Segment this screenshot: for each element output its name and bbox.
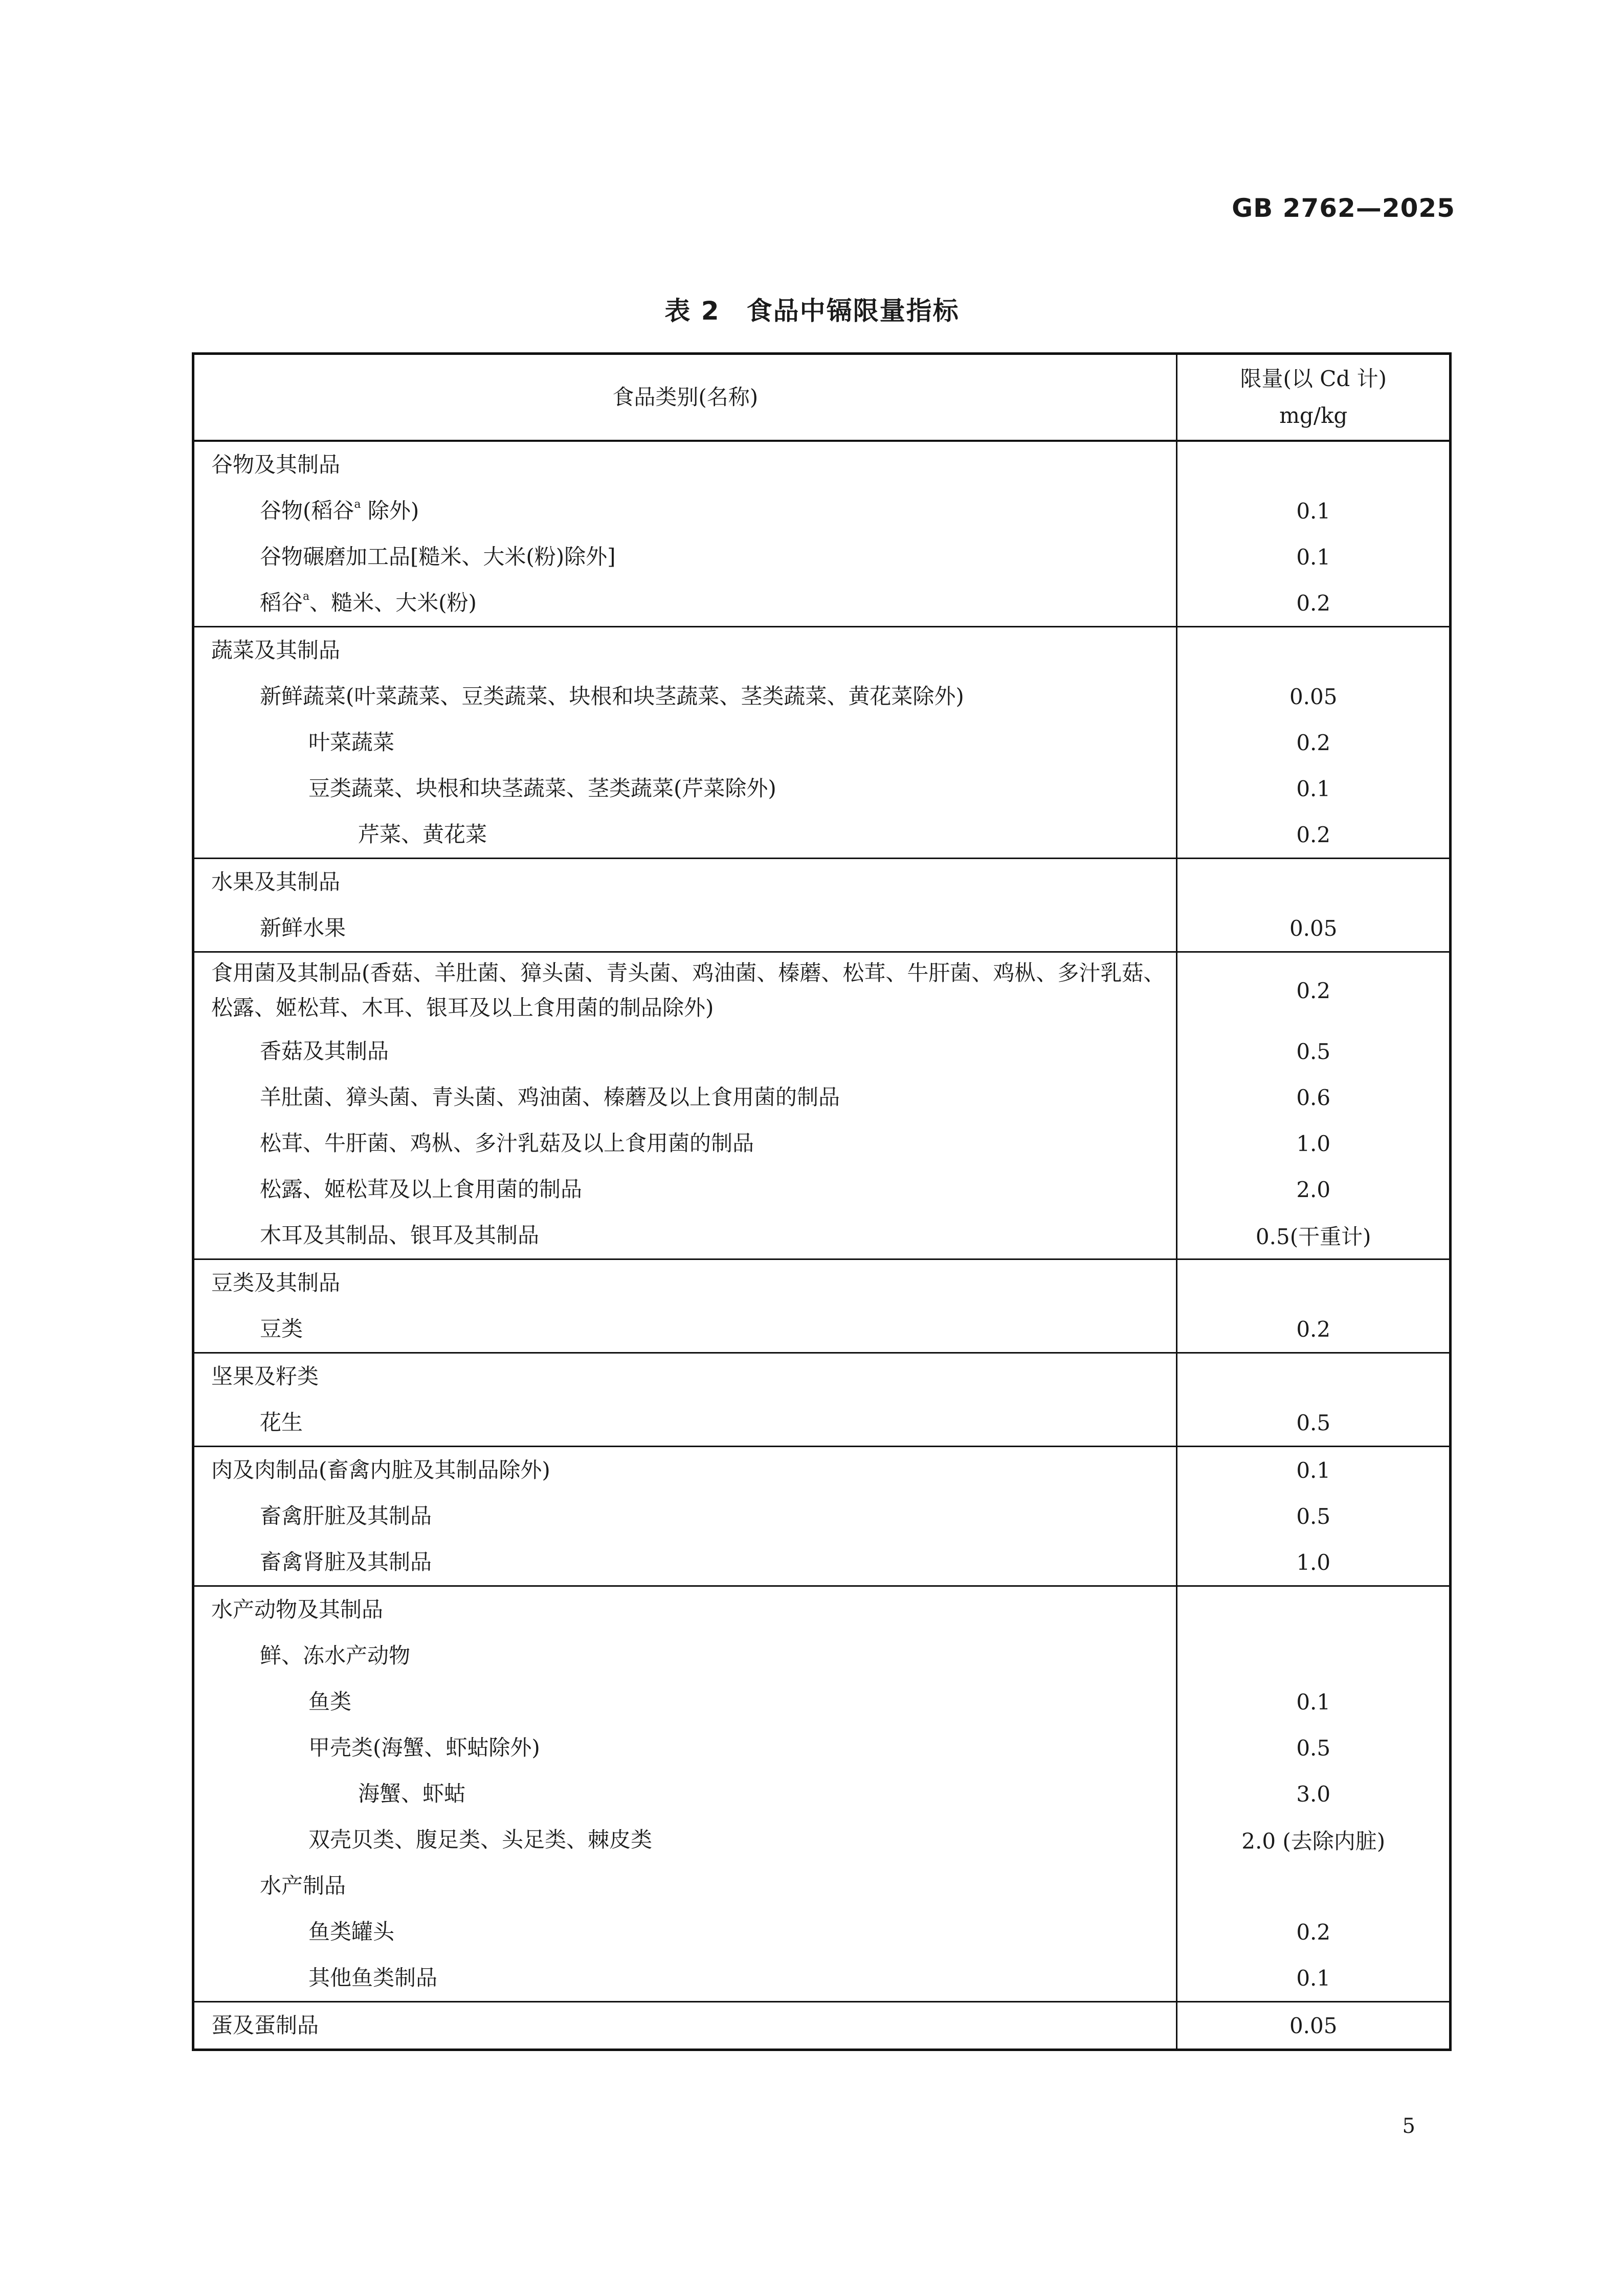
limit-value-cell: 0.2 xyxy=(1177,580,1451,627)
table-row xyxy=(193,905,1451,952)
table-row xyxy=(193,1120,1451,1166)
food-category-cell xyxy=(193,1539,1177,1586)
food-category-cell xyxy=(193,1306,1177,1353)
limit-value-cell: 0.2 xyxy=(1177,719,1451,766)
cadmium-limits-table xyxy=(192,352,1452,2051)
food-category-cell xyxy=(193,441,1177,488)
food-category-name: 甲壳类(海蟹、虾蛄除外) xyxy=(308,1735,540,1760)
food-category-cell xyxy=(193,1028,1177,1074)
table-row xyxy=(193,1353,1451,1400)
table-row xyxy=(193,1028,1451,1074)
table-row xyxy=(193,1212,1451,1259)
food-category-name: 畜禽肝脏及其制品 xyxy=(260,1503,432,1528)
limit-value-cell: 0.2 xyxy=(1177,1909,1451,1955)
limit-value-cell: 0.5 xyxy=(1177,1493,1451,1539)
food-category-name: 双壳贝类、腹足类、头足类、棘皮类 xyxy=(308,1827,653,1852)
table-row xyxy=(193,766,1451,812)
food-category-name: 谷物(稻谷 xyxy=(260,498,354,523)
food-category-cell xyxy=(193,488,1177,534)
limit-value-cell: 2.0 (去除内脏) xyxy=(1177,1817,1451,1863)
food-category-cell xyxy=(193,859,1177,906)
food-category-name: 谷物及其制品 xyxy=(211,452,341,477)
standard-code: GB 2762—2025 xyxy=(1232,193,1455,223)
food-category-name: 松露、姬松茸及以上食用菌的制品 xyxy=(260,1177,583,1202)
food-category-cell xyxy=(193,1863,1177,1909)
food-category-name: 花生 xyxy=(260,1410,303,1435)
food-category-cell xyxy=(193,1909,1177,1955)
table-row xyxy=(193,1493,1451,1539)
food-category-name: 稻谷 xyxy=(260,590,303,615)
food-category-name: 鱼类罐头 xyxy=(308,1919,395,1944)
limit-value-cell xyxy=(1177,627,1451,674)
table-number: 表 2 xyxy=(664,296,720,326)
table-title xyxy=(0,290,1624,327)
food-category-cell xyxy=(193,1725,1177,1771)
page-number: 5 xyxy=(1402,2114,1415,2138)
food-category-name: 松茸、牛肝菌、鸡枞、多汁乳菇及以上食用菌的制品 xyxy=(260,1131,754,1156)
food-category-name: 木耳及其制品、银耳及其制品 xyxy=(260,1223,540,1248)
food-category-name: 鲜、冻水产动物 xyxy=(260,1643,411,1668)
food-category-name: 肉及肉制品(畜禽内脏及其制品除外) xyxy=(211,1457,550,1482)
food-category-name: 水产动物及其制品 xyxy=(211,1597,384,1622)
food-category-cell xyxy=(193,1679,1177,1725)
food-category-cell xyxy=(193,1955,1177,2002)
food-category-cell xyxy=(193,952,1177,1029)
food-category-name: 豆类蔬菜、块根和块茎蔬菜、茎类蔬菜(芹菜除外) xyxy=(308,776,776,801)
table-row xyxy=(193,1586,1451,1633)
food-category-cell xyxy=(193,719,1177,766)
food-category-name: 水果及其制品 xyxy=(211,869,341,894)
limit-value-cell xyxy=(1177,1633,1451,1679)
food-category-name-suffix: 除外) xyxy=(361,498,419,523)
food-category-name: 畜禽肾脏及其制品 xyxy=(260,1549,432,1574)
food-category-name: 豆类 xyxy=(260,1316,303,1341)
table-row xyxy=(193,673,1451,719)
food-category-cell xyxy=(193,2002,1177,2050)
table-row xyxy=(193,1166,1451,1212)
food-category-cell xyxy=(193,1074,1177,1120)
limit-value-cell: 0.2 xyxy=(1177,952,1451,1029)
food-category-cell xyxy=(193,1259,1177,1307)
limit-value-cell: 0.1 xyxy=(1177,1679,1451,1725)
food-category-name: 蔬菜及其制品 xyxy=(211,638,341,663)
limit-value-cell: 0.1 xyxy=(1177,766,1451,812)
table-row xyxy=(193,719,1451,766)
food-category-name: 鱼类 xyxy=(308,1689,352,1714)
food-category-header: 食品类别(名称) xyxy=(193,354,1177,441)
table-caption: 食品中镉限量指标 xyxy=(746,296,960,326)
limit-value-cell: 0.5 xyxy=(1177,1028,1451,1074)
food-category-name: 芹菜、黄花菜 xyxy=(358,822,487,847)
limit-value-cell: 0.1 xyxy=(1177,534,1451,580)
food-category-cell xyxy=(193,1400,1177,1447)
food-category-name: 豆类及其制品 xyxy=(211,1270,341,1295)
food-category-cell xyxy=(193,1493,1177,1539)
food-category-name: 香菇及其制品 xyxy=(260,1039,389,1064)
food-category-cell xyxy=(193,1771,1177,1817)
food-category-name: 新鲜水果 xyxy=(260,915,346,940)
food-category-cell xyxy=(193,1633,1177,1679)
table-row xyxy=(193,1633,1451,1679)
food-category-name: 蛋及蛋制品 xyxy=(211,2013,319,2038)
footnote-marker: a xyxy=(354,498,361,511)
limit-value-cell: 1.0 xyxy=(1177,1539,1451,1586)
footnote-marker: a xyxy=(303,590,310,603)
limit-value-cell xyxy=(1177,1353,1451,1400)
limit-value-cell xyxy=(1177,1586,1451,1633)
food-category-name: 羊肚菌、獐头菌、青头菌、鸡油菌、榛蘑及以上食用菌的制品 xyxy=(260,1085,840,1110)
limit-value-cell xyxy=(1177,441,1451,488)
food-category-cell xyxy=(193,627,1177,674)
limit-value-cell: 0.1 xyxy=(1177,488,1451,534)
table-row xyxy=(193,1909,1451,1955)
table-row xyxy=(193,488,1451,534)
table-row xyxy=(193,1400,1451,1447)
food-category-name: 新鲜蔬菜(叶菜蔬菜、豆类蔬菜、块根和块茎蔬菜、茎类蔬菜、黄花菜除外) xyxy=(260,684,964,709)
table-row xyxy=(193,1725,1451,1771)
food-category-cell xyxy=(193,1586,1177,1633)
table-row xyxy=(193,1306,1451,1353)
limit-value-cell: 0.1 xyxy=(1177,1447,1451,1494)
table-row xyxy=(193,1259,1451,1307)
limit-value-cell xyxy=(1177,859,1451,906)
limit-value-cell: 3.0 xyxy=(1177,1771,1451,1817)
food-category-cell xyxy=(193,1817,1177,1863)
food-category-name: 食用菌及其制品(香菇、羊肚菌、獐头菌、青头菌、鸡油菌、榛蘑、松茸、牛肝菌、鸡枞、多汁乳菇、松露、姬松茸、木耳、银耳及以上食用菌的制品除外) xyxy=(211,960,1165,1020)
limit-value-cell: 0.6 xyxy=(1177,1074,1451,1120)
table-row xyxy=(193,1955,1451,2002)
table-row xyxy=(193,534,1451,580)
limit-value-cell xyxy=(1177,1863,1451,1909)
limit-value-cell: 0.05 xyxy=(1177,673,1451,719)
table-row xyxy=(193,1447,1451,1494)
food-category-name: 谷物碾磨加工品[糙米、大米(粉)除外] xyxy=(260,544,616,569)
food-category-name: 其他鱼类制品 xyxy=(308,1965,438,1990)
limit-value-cell: 0.2 xyxy=(1177,1306,1451,1353)
table-row xyxy=(193,441,1451,488)
food-category-cell xyxy=(193,1447,1177,1494)
table-header-row xyxy=(193,354,1451,441)
limit-value-cell: 0.2 xyxy=(1177,812,1451,859)
limit-header xyxy=(1177,354,1451,441)
food-category-cell xyxy=(193,1212,1177,1259)
limit-value-cell: 0.05 xyxy=(1177,2002,1451,2050)
table-row xyxy=(193,812,1451,859)
table-row xyxy=(193,627,1451,674)
limit-value-cell: 2.0 xyxy=(1177,1166,1451,1212)
limit-value-cell: 0.1 xyxy=(1177,1955,1451,2002)
table-body xyxy=(193,441,1451,2050)
food-category-cell xyxy=(193,580,1177,627)
food-category-name: 叶菜蔬菜 xyxy=(308,730,395,755)
limit-value-cell: 0.5 xyxy=(1177,1725,1451,1771)
limit-value-cell: 0.05 xyxy=(1177,905,1451,952)
limit-header-line1: 限量(以 Cd 计) xyxy=(1240,366,1387,391)
table-row xyxy=(193,1817,1451,1863)
food-category-cell xyxy=(193,1353,1177,1400)
food-category-cell xyxy=(193,812,1177,859)
food-category-name: 坚果及籽类 xyxy=(211,1364,319,1389)
food-category-name: 水产制品 xyxy=(260,1873,346,1898)
food-category-cell xyxy=(193,1120,1177,1166)
limit-value-cell xyxy=(1177,1259,1451,1307)
table-row xyxy=(193,1679,1451,1725)
table-row xyxy=(193,1771,1451,1817)
food-category-cell xyxy=(193,766,1177,812)
food-category-cell xyxy=(193,1166,1177,1212)
food-category-cell xyxy=(193,534,1177,580)
table-row xyxy=(193,1539,1451,1586)
table-row xyxy=(193,1863,1451,1909)
limit-value-cell: 0.5 xyxy=(1177,1400,1451,1447)
limit-header-unit: mg/kg xyxy=(1279,403,1348,428)
food-category-name: 海蟹、虾蛄 xyxy=(358,1781,466,1806)
food-category-name-suffix: 、糙米、大米(粉) xyxy=(309,590,477,615)
table-row xyxy=(193,952,1451,1029)
food-category-cell xyxy=(193,673,1177,719)
table-row xyxy=(193,580,1451,627)
table-row xyxy=(193,859,1451,906)
table-row xyxy=(193,1074,1451,1120)
table-row xyxy=(193,2002,1451,2050)
food-category-cell xyxy=(193,905,1177,952)
limit-value-cell: 0.5(干重计) xyxy=(1177,1212,1451,1259)
limit-value-cell: 1.0 xyxy=(1177,1120,1451,1166)
